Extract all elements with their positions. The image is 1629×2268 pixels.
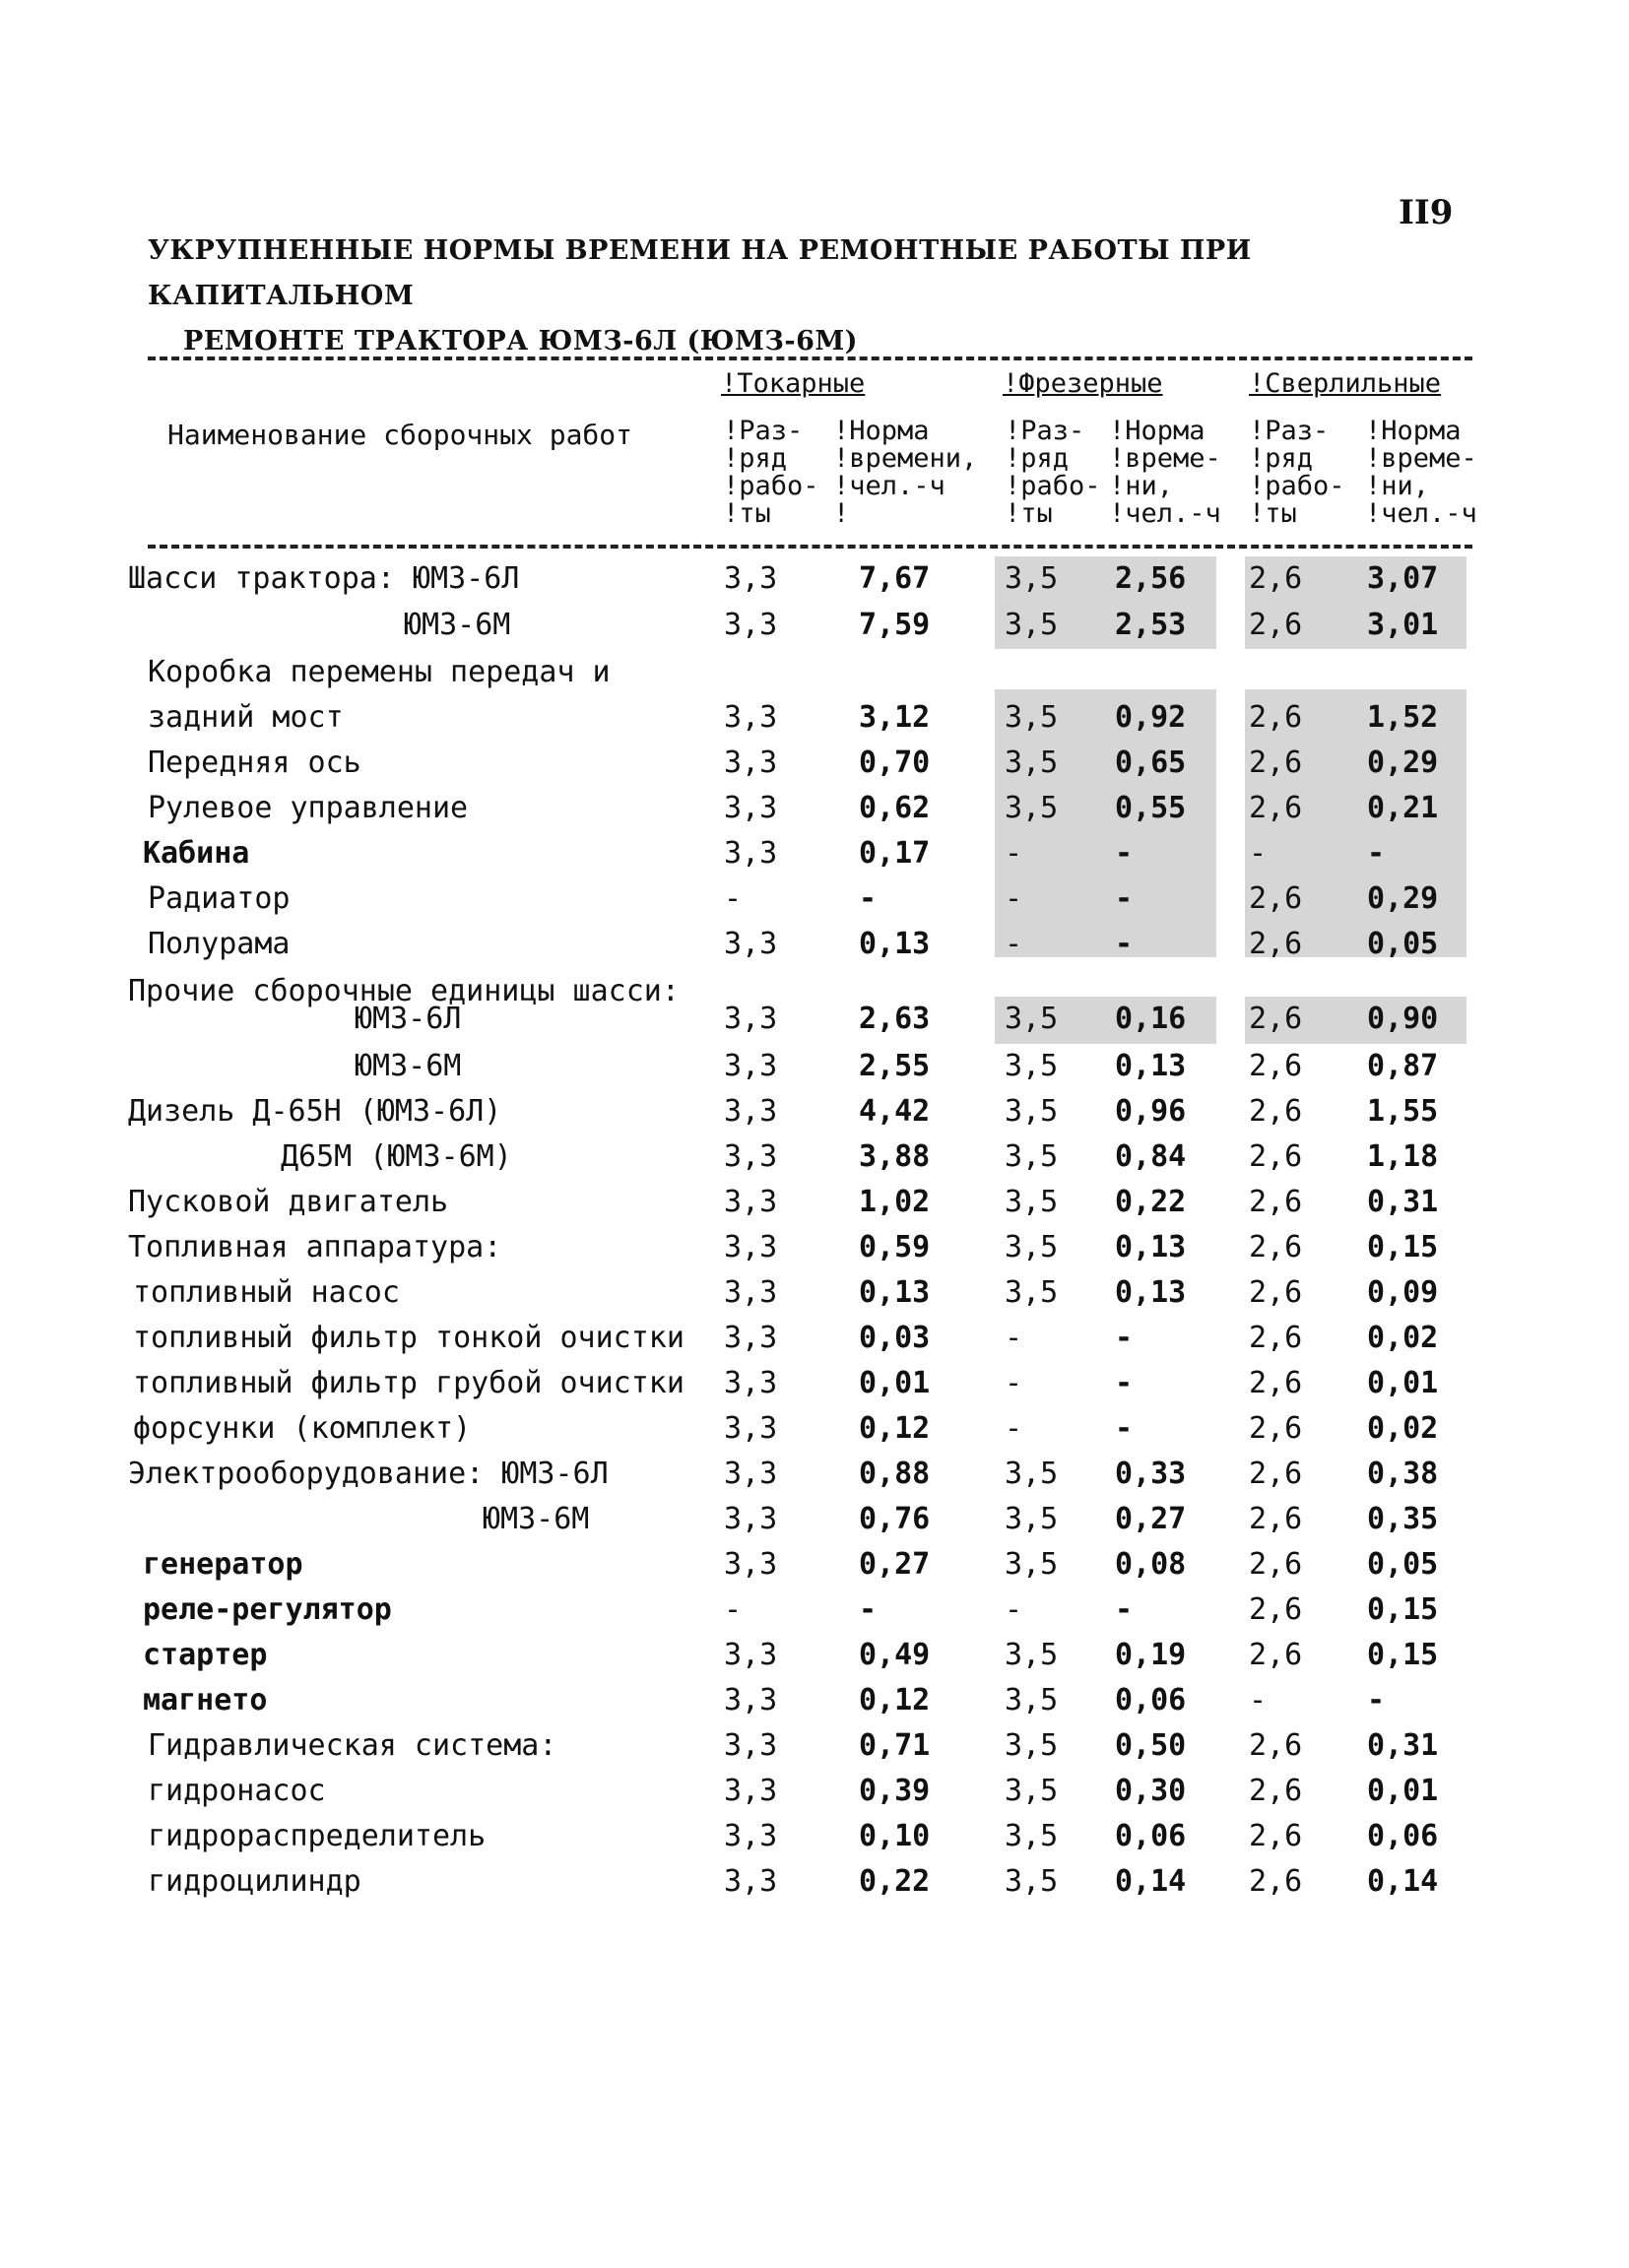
row-value: 3,3 xyxy=(724,1502,778,1536)
row-value: 3,5 xyxy=(1005,791,1059,825)
row-value: 1,52 xyxy=(1367,700,1439,735)
row-value: 2,6 xyxy=(1249,927,1303,961)
row-name: ЮМЗ-6М xyxy=(404,608,511,642)
row-value: - xyxy=(1115,1411,1134,1446)
row-name: форсунки (комплект) xyxy=(133,1411,472,1446)
row-value: - xyxy=(1005,1411,1023,1446)
table-row xyxy=(0,603,1629,648)
row-value: 2,6 xyxy=(1249,608,1303,642)
row-value: 3,3 xyxy=(724,1864,778,1899)
row-value: 3,3 xyxy=(724,1457,778,1491)
column-header-name: Наименование сборочных работ xyxy=(167,419,633,451)
group-header-turning: !Токарные xyxy=(721,368,866,399)
row-value: 7,59 xyxy=(859,608,931,642)
row-value: 2,6 xyxy=(1249,881,1303,916)
table-row xyxy=(0,1588,1629,1633)
row-value: 2,6 xyxy=(1249,1819,1303,1853)
subheader-milling-grade: !Раз- !ряд !рабо- !ты xyxy=(1005,416,1101,529)
title-line-2: РЕМОНТЕ ТРАКТОРА ЮМЗ-6Л (ЮМЗ-6М) xyxy=(183,326,859,356)
row-value: 0,01 xyxy=(1367,1774,1439,1808)
row-value: 3,3 xyxy=(724,1049,778,1083)
title-line-1: УКРУПНЕННЫЕ НОРМЫ ВРЕМЕНИ НА РЕМОНТНЫЕ РАБОТЫ ПРИ КАПИТАЛЬНОМ xyxy=(148,235,1252,311)
row-name: топливный фильтр грубой очистки xyxy=(133,1366,684,1400)
row-value: 0,76 xyxy=(859,1502,931,1536)
row-value: 3,3 xyxy=(724,1139,778,1174)
row-value: 0,01 xyxy=(1367,1366,1439,1400)
page-number: II9 xyxy=(1399,193,1454,232)
row-value: 3,5 xyxy=(1005,700,1059,735)
subheader-drilling-grade: !Раз- !ряд !рабо- !ты xyxy=(1249,416,1345,529)
row-value: 0,17 xyxy=(859,836,931,871)
row-value: 2,6 xyxy=(1249,1049,1303,1083)
table-row xyxy=(0,1542,1629,1588)
table-row xyxy=(0,1814,1629,1859)
table-row xyxy=(0,997,1629,1042)
row-value: 0,92 xyxy=(1115,700,1187,735)
row-value: 3,88 xyxy=(859,1139,931,1174)
row-value: 2,6 xyxy=(1249,791,1303,825)
row-value: 3,3 xyxy=(724,1275,778,1310)
row-name: Дизель Д-65Н (ЮМЗ-6Л) xyxy=(128,1094,502,1129)
row-value: 0,49 xyxy=(859,1638,931,1672)
row-value: 4,42 xyxy=(859,1094,931,1129)
row-name: Коробка перемены передач и xyxy=(148,655,611,689)
row-value: 0,12 xyxy=(859,1411,931,1446)
row-name: топливный насос xyxy=(133,1275,400,1310)
row-value: - xyxy=(1115,1592,1134,1627)
subheader-milling-norm: !Норма !време- !ни, !чел.-ч xyxy=(1109,416,1221,529)
row-value: - xyxy=(1115,881,1134,916)
subheader-drilling-norm: !Норма !време- !ни, !чел.-ч xyxy=(1365,416,1477,529)
table-row xyxy=(0,1316,1629,1361)
row-value: - xyxy=(1005,881,1023,916)
row-value: 3,5 xyxy=(1005,1728,1059,1763)
row-value: 3,5 xyxy=(1005,1683,1059,1717)
row-name: реле-регулятор xyxy=(143,1592,392,1627)
table-row xyxy=(0,1044,1629,1089)
row-value: 0,02 xyxy=(1367,1411,1439,1446)
row-value: 3,3 xyxy=(724,1366,778,1400)
row-value: - xyxy=(1249,1683,1268,1717)
row-value: - xyxy=(1367,836,1386,871)
row-value: 3,5 xyxy=(1005,608,1059,642)
row-value: 0,08 xyxy=(1115,1547,1187,1582)
row-value: 2,6 xyxy=(1249,1728,1303,1763)
row-value: 0,05 xyxy=(1367,1547,1439,1582)
row-value: 0,06 xyxy=(1367,1819,1439,1853)
row-name: Электрооборудование: ЮМЗ-6Л xyxy=(128,1457,609,1491)
table-row xyxy=(0,1452,1629,1497)
table-row xyxy=(0,1633,1629,1678)
row-value: 3,5 xyxy=(1005,1774,1059,1808)
row-value: 2,6 xyxy=(1249,1366,1303,1400)
row-value: - xyxy=(1005,927,1023,961)
row-value: 0,14 xyxy=(1367,1864,1439,1899)
row-value: 2,63 xyxy=(859,1002,931,1036)
row-value: 2,6 xyxy=(1249,1230,1303,1264)
row-name: Кабина xyxy=(143,836,250,871)
row-value: 0,31 xyxy=(1367,1185,1439,1219)
row-name: Шасси трактора: ЮМЗ-6Л xyxy=(128,561,520,596)
row-value: 0,15 xyxy=(1367,1230,1439,1264)
row-value: 0,02 xyxy=(1367,1321,1439,1355)
row-value: 2,6 xyxy=(1249,1094,1303,1129)
table-row xyxy=(0,1497,1629,1542)
row-value: 3,5 xyxy=(1005,1502,1059,1536)
row-value: 0,84 xyxy=(1115,1139,1187,1174)
row-name: Передняя ось xyxy=(148,745,361,780)
row-value: 2,6 xyxy=(1249,1185,1303,1219)
row-name: задний мост xyxy=(148,700,344,735)
row-value: 0,29 xyxy=(1367,745,1439,780)
row-value: 0,09 xyxy=(1367,1275,1439,1310)
row-value: 0,65 xyxy=(1115,745,1187,780)
row-value: - xyxy=(859,1592,878,1627)
table-row xyxy=(0,1225,1629,1270)
row-value: 2,6 xyxy=(1249,1139,1303,1174)
row-name: Топливная аппаратура: xyxy=(128,1230,502,1264)
table-row xyxy=(0,1361,1629,1406)
table-row xyxy=(0,1089,1629,1134)
row-value: 1,18 xyxy=(1367,1139,1439,1174)
row-name: гидронасос xyxy=(148,1774,326,1808)
row-value: 2,6 xyxy=(1249,561,1303,596)
row-value: 2,6 xyxy=(1249,1774,1303,1808)
row-value: 0,38 xyxy=(1367,1457,1439,1491)
row-value: 0,27 xyxy=(1115,1502,1187,1536)
row-value: - xyxy=(859,881,878,916)
row-value: 0,35 xyxy=(1367,1502,1439,1536)
row-name: Гидравлическая система: xyxy=(148,1728,557,1763)
row-value: 2,6 xyxy=(1249,1411,1303,1446)
row-value: 2,6 xyxy=(1249,1502,1303,1536)
row-value: 3,5 xyxy=(1005,1185,1059,1219)
row-value: 0,10 xyxy=(859,1819,931,1853)
row-value: 0,62 xyxy=(859,791,931,825)
row-name: ЮМЗ-6М xyxy=(355,1049,462,1083)
row-value: 2,56 xyxy=(1115,561,1187,596)
subheader-turning-norm: !Норма !времени, !чел.-ч ! xyxy=(833,416,978,529)
row-value: 2,6 xyxy=(1249,1457,1303,1491)
row-value: 3,3 xyxy=(724,1002,778,1036)
row-value: 0,12 xyxy=(859,1683,931,1717)
row-value: 0,22 xyxy=(1115,1185,1187,1219)
row-value: 3,5 xyxy=(1005,1864,1059,1899)
row-value: 2,6 xyxy=(1249,1002,1303,1036)
row-value: 3,5 xyxy=(1005,1139,1059,1174)
row-value: 2,6 xyxy=(1249,1592,1303,1627)
row-value: - xyxy=(1115,1321,1134,1355)
table-row xyxy=(0,922,1629,967)
row-value: 2,6 xyxy=(1249,1321,1303,1355)
row-name: Полурама xyxy=(148,927,291,961)
row-name: ЮМЗ-6М xyxy=(483,1502,590,1536)
row-value: 3,5 xyxy=(1005,1230,1059,1264)
row-name: стартер xyxy=(143,1638,268,1672)
row-value: - xyxy=(1249,836,1268,871)
row-value: - xyxy=(724,1592,743,1627)
row-value: 3,3 xyxy=(724,791,778,825)
row-value: 0,33 xyxy=(1115,1457,1187,1491)
row-value: 0,27 xyxy=(859,1547,931,1582)
row-value: 2,6 xyxy=(1249,1638,1303,1672)
table-row xyxy=(0,695,1629,741)
row-value: - xyxy=(1005,1366,1023,1400)
row-name: генератор xyxy=(143,1547,303,1582)
row-value: - xyxy=(1115,1366,1134,1400)
row-value: 0,71 xyxy=(859,1728,931,1763)
table-row xyxy=(0,741,1629,786)
table-row xyxy=(0,1769,1629,1814)
table-row xyxy=(0,1180,1629,1225)
row-value: 3,07 xyxy=(1367,561,1439,596)
row-name: ЮМЗ-6Л xyxy=(355,1002,462,1036)
row-value: 3,12 xyxy=(859,700,931,735)
row-value: 0,13 xyxy=(1115,1230,1187,1264)
row-value: 1,55 xyxy=(1367,1094,1439,1129)
row-value: 0,03 xyxy=(859,1321,931,1355)
row-value: 3,5 xyxy=(1005,1002,1059,1036)
row-value: 3,5 xyxy=(1005,1457,1059,1491)
row-value: 7,67 xyxy=(859,561,931,596)
table-row xyxy=(0,876,1629,922)
row-value: 3,3 xyxy=(724,608,778,642)
row-value: 3,5 xyxy=(1005,1819,1059,1853)
row-value: 3,5 xyxy=(1005,1275,1059,1310)
row-value: 3,5 xyxy=(1005,1094,1059,1129)
row-value: 3,3 xyxy=(724,745,778,780)
row-value: 3,5 xyxy=(1005,561,1059,596)
group-header-drilling: !Сверлильные xyxy=(1249,368,1442,399)
row-name: Прочие сборочные единицы шасси: xyxy=(128,974,680,1008)
table-row xyxy=(0,650,1629,695)
row-value: 3,01 xyxy=(1367,608,1439,642)
row-name: магнето xyxy=(143,1683,268,1717)
row-value: 0,88 xyxy=(859,1457,931,1491)
row-name: гидроцилиндр xyxy=(148,1864,361,1899)
row-value: 3,3 xyxy=(724,1185,778,1219)
row-value: 2,6 xyxy=(1249,1547,1303,1582)
row-value: 3,3 xyxy=(724,1728,778,1763)
table-row xyxy=(0,1406,1629,1452)
row-value: 0,06 xyxy=(1115,1819,1187,1853)
row-value: 0,50 xyxy=(1115,1728,1187,1763)
row-value: 3,3 xyxy=(724,1547,778,1582)
row-value: 3,3 xyxy=(724,1230,778,1264)
row-value: - xyxy=(1367,1683,1386,1717)
row-value: 0,31 xyxy=(1367,1728,1439,1763)
row-value: 3,3 xyxy=(724,1819,778,1853)
row-value: 3,3 xyxy=(724,1411,778,1446)
row-value: 0,29 xyxy=(1367,881,1439,916)
row-value: 0,06 xyxy=(1115,1683,1187,1717)
row-value: 0,13 xyxy=(859,927,931,961)
row-value: 0,96 xyxy=(1115,1094,1187,1129)
row-value: 3,3 xyxy=(724,1638,778,1672)
row-name: гидрораспределитель xyxy=(148,1819,487,1853)
subheader-turning-grade: !Раз- !ряд !рабо- !ты xyxy=(723,416,819,529)
row-value: 3,5 xyxy=(1005,1638,1059,1672)
row-value: 3,3 xyxy=(724,1683,778,1717)
row-value: 3,3 xyxy=(724,700,778,735)
row-value: 0,59 xyxy=(859,1230,931,1264)
row-value: 0,21 xyxy=(1367,791,1439,825)
row-value: 3,5 xyxy=(1005,745,1059,780)
row-value: 3,3 xyxy=(724,1094,778,1129)
row-value: 2,53 xyxy=(1115,608,1187,642)
row-value: 0,05 xyxy=(1367,927,1439,961)
table-row xyxy=(0,1678,1629,1723)
row-value: 0,14 xyxy=(1115,1864,1187,1899)
group-header-milling: !Фрезерные xyxy=(1003,368,1163,399)
row-value: 0,13 xyxy=(1115,1049,1187,1083)
table-row xyxy=(0,1270,1629,1316)
row-value: 3,3 xyxy=(724,1774,778,1808)
row-name: Рулевое управление xyxy=(148,791,469,825)
row-name: Д65М (ЮМЗ-6М) xyxy=(281,1139,512,1174)
row-value: 0,87 xyxy=(1367,1049,1439,1083)
row-name: Радиатор xyxy=(148,881,291,916)
table-row xyxy=(0,831,1629,876)
table-header-rule xyxy=(148,545,1472,549)
row-value: 3,5 xyxy=(1005,1049,1059,1083)
row-value: 2,6 xyxy=(1249,745,1303,780)
table-row xyxy=(0,556,1629,602)
row-value: - xyxy=(724,881,743,916)
table-row xyxy=(0,1859,1629,1905)
row-value: - xyxy=(1005,1592,1023,1627)
row-value: - xyxy=(1115,927,1134,961)
row-name: топливный фильтр тонкой очистки xyxy=(133,1321,684,1355)
row-value: 2,6 xyxy=(1249,1275,1303,1310)
table-row xyxy=(0,1723,1629,1769)
row-value: 3,3 xyxy=(724,561,778,596)
row-value: 0,70 xyxy=(859,745,931,780)
row-value: 0,55 xyxy=(1115,791,1187,825)
row-value: 1,02 xyxy=(859,1185,931,1219)
row-value: 0,39 xyxy=(859,1774,931,1808)
row-value: - xyxy=(1005,836,1023,871)
row-value: 0,22 xyxy=(859,1864,931,1899)
row-value: 2,55 xyxy=(859,1049,931,1083)
row-value: 3,3 xyxy=(724,927,778,961)
row-value: 0,13 xyxy=(859,1275,931,1310)
row-value: - xyxy=(1115,836,1134,871)
row-value: 0,19 xyxy=(1115,1638,1187,1672)
row-value: 3,3 xyxy=(724,1321,778,1355)
row-value: 0,01 xyxy=(859,1366,931,1400)
row-value: 0,30 xyxy=(1115,1774,1187,1808)
row-value: 2,6 xyxy=(1249,1864,1303,1899)
document-title xyxy=(148,228,1379,364)
row-name: Пусковой двигатель xyxy=(128,1185,449,1219)
row-value: 0,15 xyxy=(1367,1638,1439,1672)
row-value: 0,90 xyxy=(1367,1002,1439,1036)
row-value: - xyxy=(1005,1321,1023,1355)
row-value: 3,3 xyxy=(724,836,778,871)
row-value: 3,5 xyxy=(1005,1547,1059,1582)
row-value: 2,6 xyxy=(1249,700,1303,735)
table-row xyxy=(0,1134,1629,1180)
row-value: 0,16 xyxy=(1115,1002,1187,1036)
row-value: 0,13 xyxy=(1115,1275,1187,1310)
row-value: 0,15 xyxy=(1367,1592,1439,1627)
table-row xyxy=(0,786,1629,831)
table-top-rule xyxy=(148,356,1472,360)
